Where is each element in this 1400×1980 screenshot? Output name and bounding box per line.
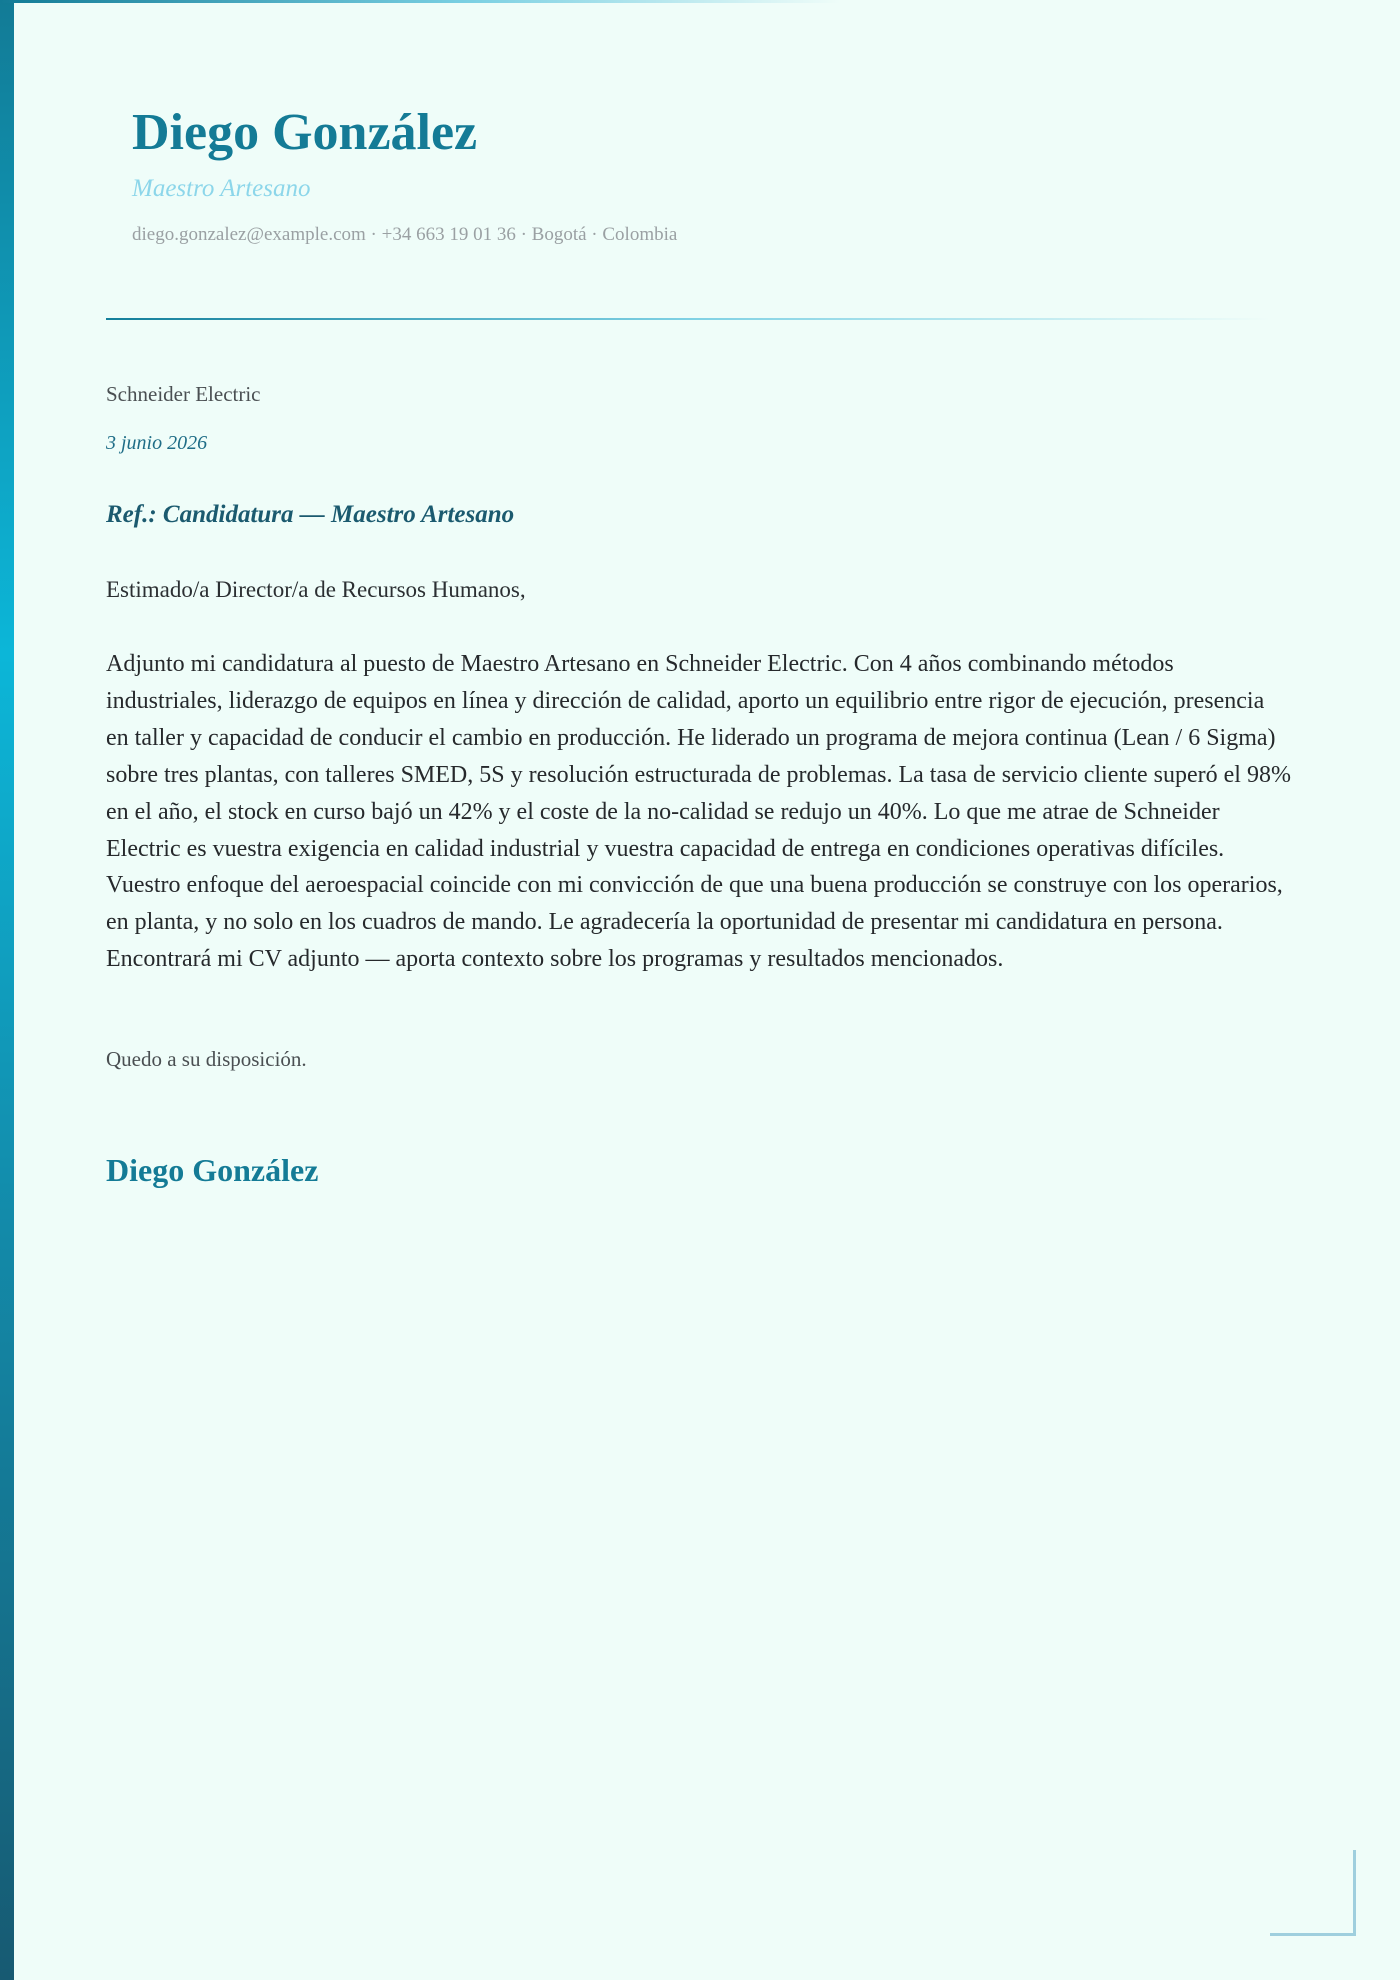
sender-contact: diego.gonzalez@example.com · +34 663 19 01 36 · Bogotá · Colombia [132,224,678,245]
corner-mark [1270,1850,1356,1936]
letter-content [106,376,1296,1192]
letter-subject: Ref.: Candidatura — Maestro Artesano [106,501,515,528]
header-divider [106,318,1270,320]
sender-name: Diego González [132,104,478,161]
closing-line: Quedo a su disposición. [106,1047,307,1072]
left-accent-bar [0,0,14,1980]
letter-date: 3 junio 2026 [106,432,208,454]
sender-role: Maestro Artesano [132,175,311,202]
signature: Diego González [106,1152,319,1189]
letter-body: Adjunto mi candidatura al puesto de Maestro Artesano en Schneider Electric. Con 4 años combinando métodos industriales, liderazgo de equipos en línea y dirección de calidad, aporto un equilibrio entre rigor de ejecución, presencia en taller y capacidad de conducir el cambio en producción. He liderado un programa de mejora continua (Lean / 6 Sigma) sobre tres plantas, con talleres SMED, 5S y resolución estructurada de problemas. La tasa de servicio cliente superó el 98% en el año, el stock en curso bajó un 42% y el coste de la no-calidad se redujo un 40%. Lo que me atrae de Schneider Electric es vuestra exigencia en calidad industrial y vuestra capacidad de entrega en condiciones operativas difíciles. Vuestro enfoque del aeroespacial coincide con mi convicción de que una buena producción se construye con los operarios, en planta, y no solo en los cuadros de mando. Le agradecería la oportunidad de presentar mi candidatura en persona. Encontrará mi CV adjunto — aporta contexto sobre los programas y resultados mencionados. [106,651,1291,973]
letter-header [132,98,1232,248]
recipient-company: Schneider Electric [106,382,261,406]
salutation: Estimado/a Director/a de Recursos Humanos, [106,577,526,602]
top-accent-line [0,0,840,3]
